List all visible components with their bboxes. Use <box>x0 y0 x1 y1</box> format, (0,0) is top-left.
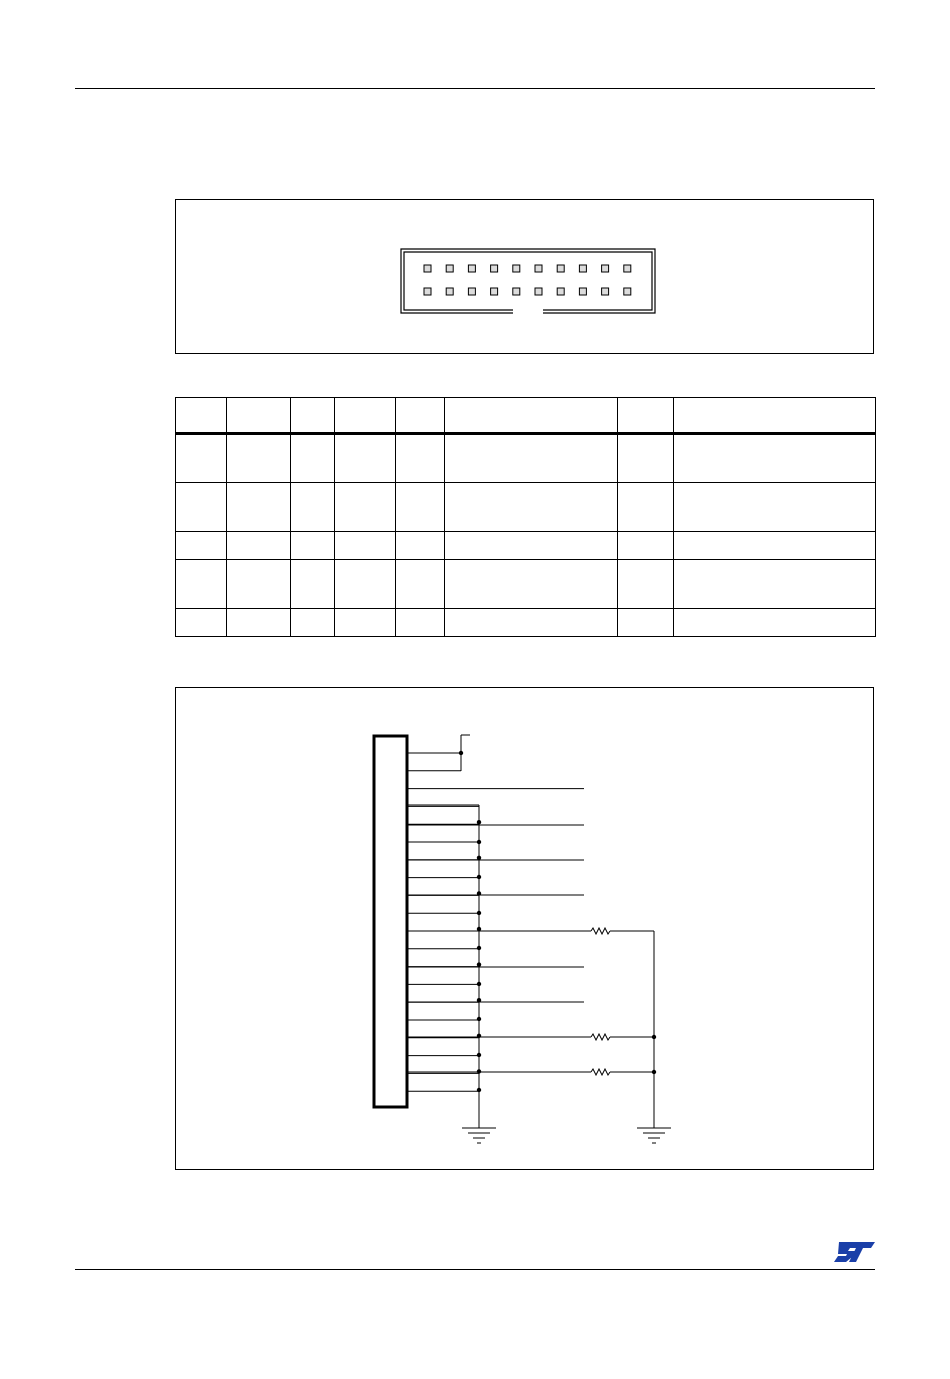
pin-wires <box>407 751 584 1092</box>
connector-pin <box>579 288 586 295</box>
table-cell <box>445 532 618 560</box>
table-cell <box>674 609 876 637</box>
st-logo-icon <box>834 1240 876 1264</box>
table-cell <box>291 483 335 532</box>
connector-inner-shell <box>404 252 652 310</box>
connector-pin <box>557 265 564 272</box>
connector-pin <box>535 265 542 272</box>
table-header-cell <box>291 398 335 434</box>
junction-dot <box>477 911 481 915</box>
table-cell <box>176 434 227 483</box>
table-cell <box>335 434 396 483</box>
table-cell <box>291 434 335 483</box>
junction-dot <box>477 840 481 844</box>
connector-pin <box>446 288 453 295</box>
junction-dot <box>477 820 481 824</box>
table-cell <box>291 609 335 637</box>
table-cell <box>618 483 674 532</box>
table-row <box>176 532 876 560</box>
connector-pin <box>513 288 520 295</box>
connector-pin <box>491 265 498 272</box>
connector-pin <box>513 265 520 272</box>
connector-pin <box>446 265 453 272</box>
junction-dot <box>477 1017 481 1021</box>
table-cell <box>335 532 396 560</box>
schematic-drawing <box>176 688 875 1171</box>
table-body <box>176 434 876 637</box>
connector-pin <box>579 265 586 272</box>
footer-rule <box>75 1269 875 1270</box>
table-header-cell <box>335 398 396 434</box>
table-row <box>176 609 876 637</box>
table-cell <box>176 560 227 609</box>
table-cell <box>396 609 445 637</box>
table-cell <box>291 532 335 560</box>
connector-pin <box>468 288 475 295</box>
table-header-cell <box>396 398 445 434</box>
resistor-icon <box>591 1034 610 1040</box>
connector-pin <box>557 288 564 295</box>
junction-dot <box>459 751 463 755</box>
junction-dot <box>477 982 481 986</box>
junction-dot <box>477 962 481 966</box>
resistor-icon <box>591 928 610 934</box>
connector-figure <box>175 199 874 354</box>
junction-dot <box>477 856 481 860</box>
table-cell <box>176 609 227 637</box>
table-cell <box>445 560 618 609</box>
table-cell <box>674 434 876 483</box>
junction-dot <box>477 1069 481 1073</box>
table-cell <box>396 532 445 560</box>
table-header-cell <box>445 398 618 434</box>
schematic-figure <box>175 687 874 1170</box>
table-row <box>176 483 876 532</box>
table-cell <box>674 532 876 560</box>
connector-pin <box>602 288 609 295</box>
connector-pin <box>424 265 431 272</box>
table-row <box>176 434 876 483</box>
table-cell <box>445 434 618 483</box>
connector-pin <box>424 288 431 295</box>
table-cell <box>335 609 396 637</box>
junction-dot <box>477 1053 481 1057</box>
connector-pin <box>491 288 498 295</box>
connector-pin <box>535 288 542 295</box>
table-cell <box>227 532 291 560</box>
junction-dot <box>477 1088 481 1092</box>
table-cell <box>445 609 618 637</box>
resistor-icon <box>591 1069 610 1075</box>
table-cell <box>227 609 291 637</box>
table-cell <box>335 483 396 532</box>
junction-dot <box>477 946 481 950</box>
table-cell <box>396 434 445 483</box>
table-header-cell <box>176 398 227 434</box>
table-cell <box>618 434 674 483</box>
table-cell <box>335 560 396 609</box>
connector-drawing <box>176 200 875 355</box>
connector-pin <box>602 265 609 272</box>
pin-table <box>175 397 876 637</box>
connector-pin <box>624 265 631 272</box>
table-cell <box>396 483 445 532</box>
table-cell <box>618 609 674 637</box>
junction-dot <box>652 1035 656 1039</box>
table-cell <box>291 560 335 609</box>
connector-pin <box>624 288 631 295</box>
connector-body <box>374 736 407 1107</box>
table-row <box>176 560 876 609</box>
pin-grid <box>424 265 631 295</box>
junction-dot <box>477 875 481 879</box>
table-header-cell <box>618 398 674 434</box>
grounds <box>462 1128 671 1143</box>
connector-outer-shell <box>401 249 655 313</box>
table-header-cell <box>674 398 876 434</box>
table-cell <box>618 560 674 609</box>
junction-dot <box>652 1070 656 1074</box>
table-cell <box>618 532 674 560</box>
connector-pin <box>468 265 475 272</box>
table-header-row <box>176 398 876 434</box>
header-rule <box>75 88 875 89</box>
table-cell <box>674 483 876 532</box>
table-cell <box>227 483 291 532</box>
table-cell <box>227 560 291 609</box>
table-header-cell <box>227 398 291 434</box>
table-cell <box>176 532 227 560</box>
table-cell <box>674 560 876 609</box>
table-cell <box>445 483 618 532</box>
table-cell <box>227 434 291 483</box>
table-cell <box>176 483 227 532</box>
table-cell <box>396 560 445 609</box>
